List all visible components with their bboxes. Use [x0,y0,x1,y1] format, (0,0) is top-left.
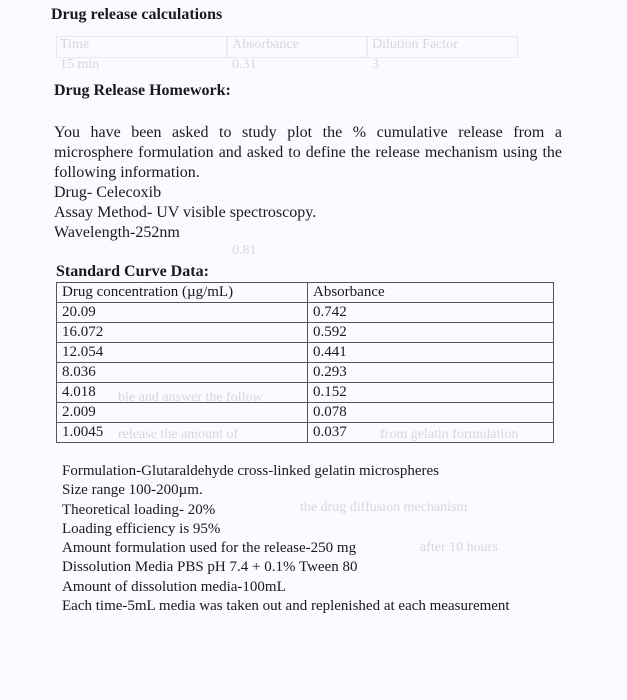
table-row [57,403,554,423]
bleed-through-text: ble and answer the follow [118,390,263,405]
absorbance-cell: 0.592 [308,323,554,343]
homework-title: Drug Release Homework: [54,82,231,99]
bleed-through-text: the drug diffusion mechanism [300,500,468,515]
intro-paragraph: You have been asked to study plot the % cumulative release from a microsphere formulation and asked to define the release mechanism using the following information. [54,124,562,181]
bleed-through-text: Absorbance [232,37,299,52]
concentration-cell: 20.09 [57,303,308,323]
theoretical-loading: Theoretical loading- 20% [62,501,216,518]
bleed-through-text: release the amount of [118,427,239,442]
table-row [57,363,554,383]
loading-efficiency: Loading efficiency is 95% [62,520,221,537]
concentration-cell: 2.009 [57,403,308,423]
assay-line: Assay Method- UV visible spectroscopy. [54,204,317,221]
bleed-through-text: Time [60,37,90,52]
bleed-through-text: from gelatin formulation [380,427,519,442]
formulation-type: Formulation-Glutaraldehyde cross-linked gelatin microspheres [62,463,439,479]
bleed-through-text: Dilution Factor [372,37,458,52]
absorbance-cell: 0.037 [308,423,554,443]
dissolution-media: Dissolution Media PBS pH 7.4 + 0.1% Tween 80 [62,559,358,576]
column-header-concentration: Drug concentration (µg/mL) [57,283,308,303]
absorbance-cell: 0.441 [308,343,554,363]
size-range: Size range 100-200µm. [62,482,203,499]
concentration-cell: 8.036 [57,363,308,383]
bleed-through-text: 3 [372,57,379,72]
absorbance-cell: 0.152 [308,383,554,403]
bleed-through-text: after 10 hours [420,540,498,555]
standard-curve-table [56,282,554,443]
concentration-cell: 4.018 [57,383,308,403]
concentration-cell: 1.0045 [57,423,308,443]
absorbance-cell: 0.293 [308,363,554,383]
table-row [57,323,554,343]
drug-line: Drug- Celecoxib [54,184,162,201]
table-row [57,383,554,403]
dissolution-media-amount: Amount of dissolution media-100mL [62,578,286,595]
table-row [57,303,554,323]
document-heading: Drug release calculations [51,6,223,23]
standard-curve-title: Standard Curve Data: [56,263,209,280]
bleed-through-text: 15 min [60,57,100,72]
bleed-through-text: 0.81 [232,243,257,258]
sampling-note: Each time-5mL media was taken out and replenished at each measurement [62,598,510,615]
intro-section [54,123,562,243]
formulation-amount: Amount formulation used for the release-250 mg [62,540,357,557]
concentration-cell: 16.072 [57,323,308,343]
absorbance-cell: 0.078 [308,403,554,423]
absorbance-cell: 0.742 [308,303,554,323]
formulation-section [62,462,550,616]
bleed-through-text: 0.31 [232,57,257,72]
table-row [57,423,554,443]
column-header-absorbance: Absorbance [308,283,554,303]
concentration-cell: 12.054 [57,343,308,363]
table-row [57,343,554,363]
table-header-row [57,283,554,303]
wavelength-line: Wavelength-252nm [54,224,180,241]
